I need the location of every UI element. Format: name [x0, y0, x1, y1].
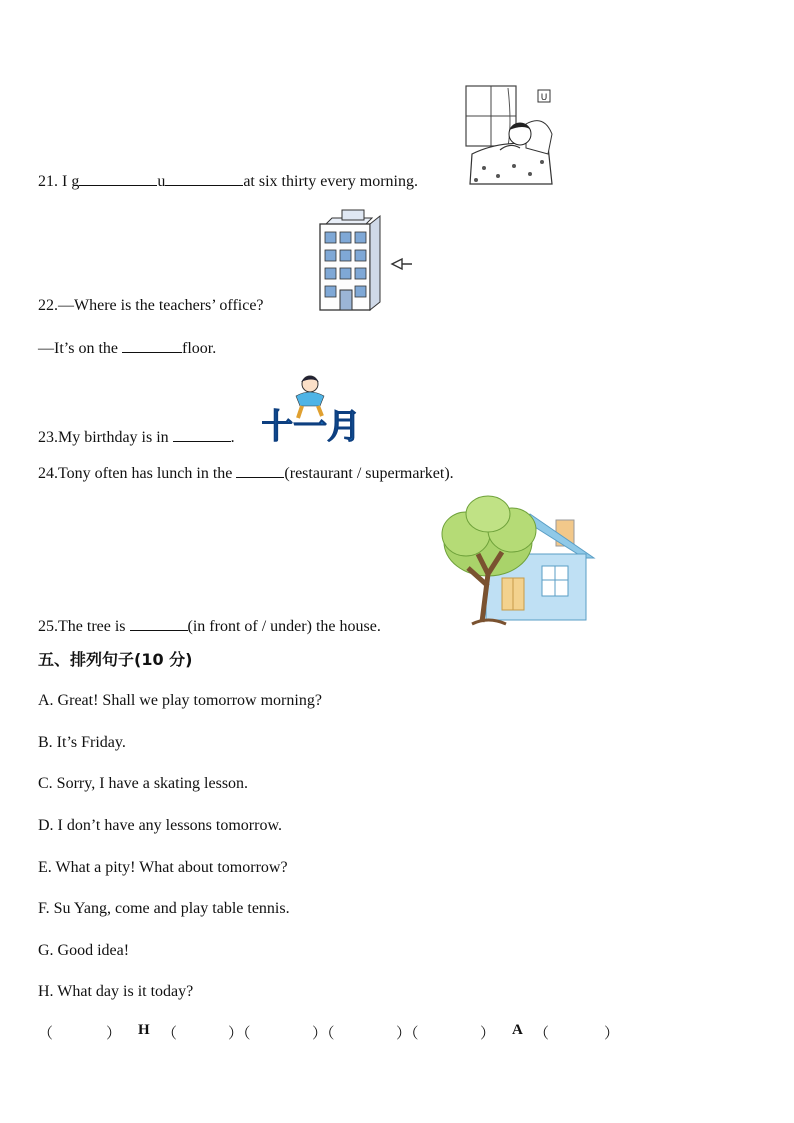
question-21-number: 21: [38, 173, 54, 190]
month-glyphs: 十一月: [262, 407, 360, 444]
blank-place[interactable]: [236, 463, 284, 478]
boy-waking-up-picture: [464, 84, 556, 193]
sentence-f: F. Su Yang, come and play table tennis.: [38, 900, 290, 917]
badge-label: U: [540, 93, 548, 103]
sentence-c: C. Sorry, I have a skating lesson.: [38, 775, 249, 792]
question-22-answer: —It’s on the floor.: [38, 340, 217, 357]
sentence-g: G. Good idea!: [38, 942, 130, 959]
question-25: 25.The tree is (in front of / under) the house.: [38, 618, 381, 635]
answer-bracket: ）: [480, 1026, 496, 1042]
question-22: 22.—Where is the teachers’ office?: [38, 297, 264, 314]
question-24-number: 24: [38, 465, 54, 482]
answer-bracket: （: [38, 1026, 54, 1042]
question-24: 24.Tony often has lunch in the (restaurant / supermarket).: [38, 465, 454, 482]
blank-position[interactable]: [130, 616, 188, 631]
answer-bracket: ）（: [396, 1026, 419, 1042]
sentence-d: D. I don’t have any lessons tomorrow.: [38, 817, 282, 834]
tree-and-house-picture: [438, 494, 598, 635]
answer-bracket: ）（: [312, 1026, 335, 1042]
sentence-b: B. It’s Friday.: [38, 734, 126, 751]
answer-order-row: [38, 1022, 638, 1044]
answer-bracket: （: [162, 1026, 178, 1042]
question-23: 23.My birthday is in .: [38, 429, 235, 446]
question-22-number: 22: [38, 297, 54, 314]
sentence-a: A. Great! Shall we play tomorrow morning?: [38, 692, 322, 709]
sentence-e: E. What a pity! What about tomorrow?: [38, 859, 288, 876]
blank-get[interactable]: [79, 171, 157, 186]
answer-fixed-h: H: [138, 1022, 150, 1038]
answer-bracket: ）: [106, 1026, 122, 1042]
answer-bracket: ）（: [228, 1026, 251, 1042]
blank-floor[interactable]: [122, 338, 182, 353]
answer-bracket: （: [534, 1026, 550, 1042]
blank-month[interactable]: [173, 427, 231, 442]
answer-bracket: ）: [604, 1026, 620, 1042]
november-picture: [262, 370, 360, 449]
building-floor-picture: [316, 208, 416, 319]
question-21: 21. I g u at six thirty every morning.: [38, 173, 418, 190]
blank-up[interactable]: [165, 171, 243, 186]
section-5-title: 五、排列句子(10 分): [38, 650, 193, 669]
sentence-h: H. What day is it today?: [38, 983, 194, 1000]
question-25-number: 25: [38, 618, 54, 635]
answer-fixed-a: A: [512, 1022, 523, 1038]
question-23-number: 23: [38, 429, 54, 446]
